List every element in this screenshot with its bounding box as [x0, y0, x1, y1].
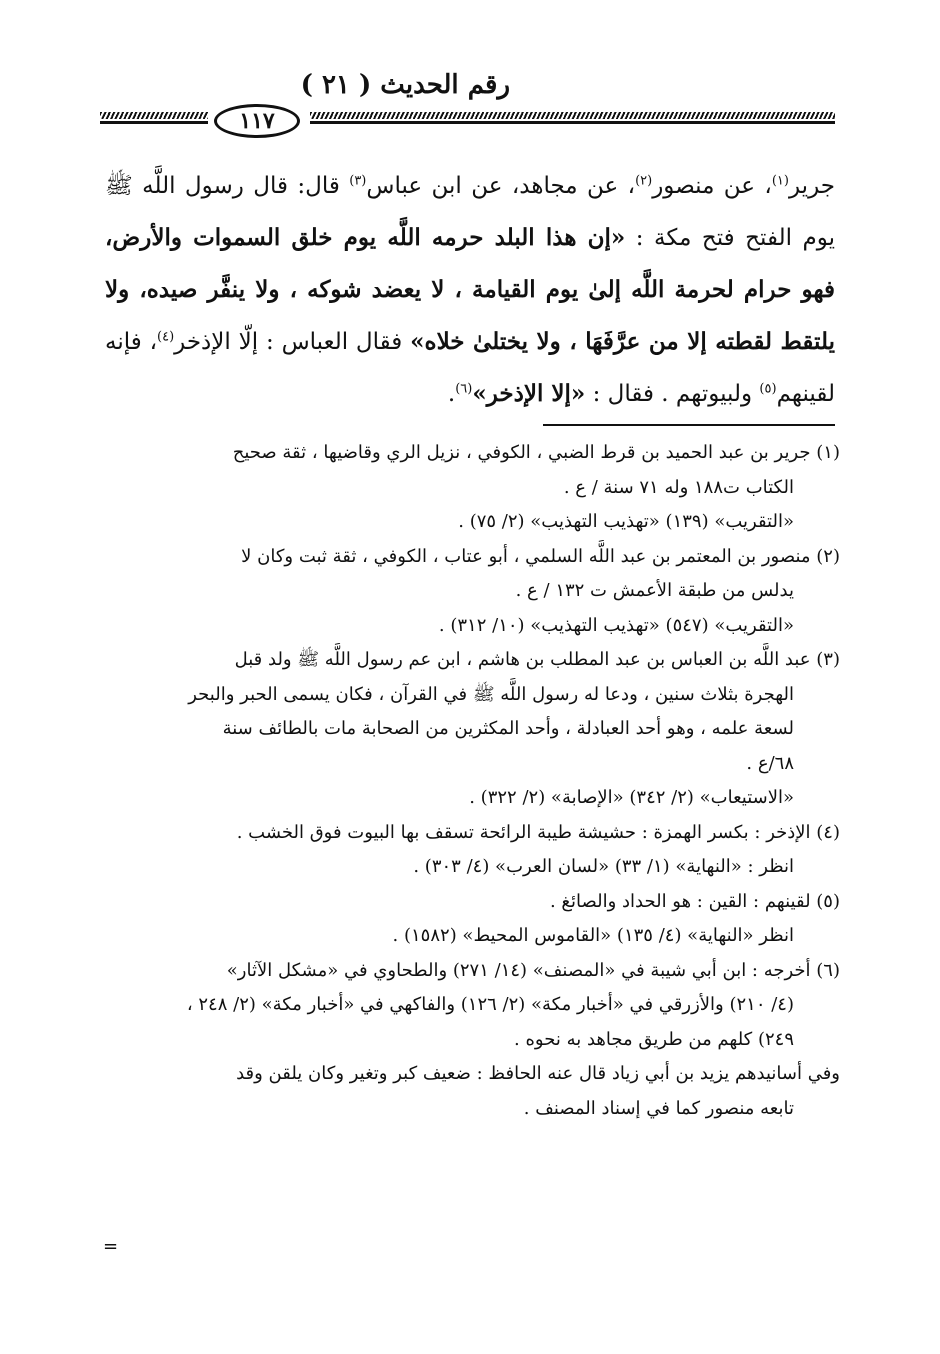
abbas-response: فقال العباس : إلّا الإذخر [174, 329, 411, 355]
footnote-line: (٤/ ٢١٠) والأزرقي في «أخبار مكة» (٢/ ١٢٦) والفاكهي في «أخبار مكة» (٢/ ٢٤٨ ، [186, 994, 794, 1015]
footnote-ref-4: (٤) [157, 329, 175, 345]
header-hatch-right [310, 112, 835, 119]
footnote-line: «الاستيعاب» (٢/ ٣٤٢) «الإصابة» (٢/ ٣٢٢) . [469, 787, 794, 808]
footnote-line: تابعه منصور كما في إسناد المصنف . [523, 1097, 794, 1119]
footnote-separator [543, 424, 835, 426]
page-number: ١١٧ [214, 104, 300, 138]
footnote-line: (٦) أخرجه : ابن أبي شيبة في «المصنف» (١٤/ ٢٧١) والطحاوي في «مشكل الآثار» [226, 959, 840, 981]
footnote-line: ٢٤٩) كلهم من طريق مجاهد به نحوه . [514, 1028, 794, 1050]
footnote-line: (٤) الإذخر : بكسر الهمزة : حشيشة طيبة الرائحة تسقف بها البيوت فوق الخشب . [236, 821, 840, 843]
footnote-line: وفي أسانيدهم يزيد بن أبي زياد قال عنه الحافظ : ضعيف كبر وتغير وكان يلقن وقد [236, 1063, 840, 1084]
footnote-line: انظر : «النهاية» (١/ ٣٣) «لسان العرب» (٤/ ٣٠٣) . [413, 856, 794, 877]
header-line-left [100, 121, 208, 124]
footnote-line: (٣) عبد اللَّه بن العباس بن عبد المطلب بن هاشم ، ابن عم رسول اللَّه ﷺ ولد قبل [234, 649, 840, 670]
running-title: رقم الحديث ( ٢١ ) [300, 70, 510, 100]
abbas-response-end: ولبيوتهم . فقال : [585, 381, 760, 407]
footnote-ref-1: (١) [771, 173, 789, 189]
hadith-intro: قال: قال رسول اللَّه ﷺ يوم الفتح فتح مكة : [105, 173, 835, 251]
footnote-line: (١) جرير بن عبد الحميد بن قرط الضبي ، الكوفي ، نزيل الري وقاضيها ، ثقة صحيح [232, 442, 840, 463]
footnote-line: الهجرة بثلاث سنين ، ودعا له رسول اللَّه ﷺ في القرآن ، فكان يسمى الحبر والبحر [188, 683, 794, 705]
header-line-right [310, 121, 835, 124]
footnote-line: «التقريب» (٥٤٧) «تهذيب التهذيب» (١٠/ ٣١٢) . [438, 614, 794, 636]
footnote-ref-2: (٢) [635, 173, 653, 189]
footnote-line: انظر «النهاية» (٤/ ١٣٥) «القاموس المحيط» (١٥٨٢) . [392, 925, 794, 946]
footnote-line: ٦٨/ع . [746, 752, 794, 774]
footnote-line: لسعة علمه ، وهو أحد العبادلة ، وأحد المكثرين من الصحابة مات بالطائف سنة [222, 718, 794, 739]
hadith-text [105, 160, 835, 420]
header-rule-left [100, 110, 208, 128]
narrator-jarir: جرير [788, 173, 835, 199]
narrator-mansur: ، عن منصور [652, 173, 772, 199]
footnote-line: «التقريب» (١٣٩) «تهذيب التهذيب» (٢/ ٧٥) . [458, 511, 794, 532]
footnote-line: الكتاب ت١٨٨ وله ٧١ سنة / ع . [563, 476, 794, 498]
footnote-ref-6: (٦) [455, 381, 473, 397]
edge-mark: = [103, 1236, 119, 1257]
header-hatch-left [100, 112, 208, 119]
footnote-ref-3: (٣) [349, 173, 367, 189]
footnotes [100, 436, 840, 1126]
narrator-ibn-abbas: ، عن مجاهد، عن ابن عباس [366, 173, 636, 199]
prophetic-reply: «إلا الإذخر» [472, 380, 586, 407]
footnote-ref-5: (٥) [759, 381, 777, 397]
final-period: . [447, 381, 456, 407]
abbas-response-cont: ، فإنه لقينهم [105, 329, 835, 407]
footnote-line: (٥) لقينهم : القين : هو الحداد والصائغ . [549, 890, 840, 912]
footnote-line: يدلس من طبقة الأعمش ت ١٣٢ / ع . [515, 580, 794, 601]
footnote-line: (٢) منصور بن المعتمر بن عبد اللَّه السلمي ، أبو عتاب ، الكوفي ، ثقة ثبت وكان لا [241, 545, 840, 567]
header-rule-right [310, 110, 835, 128]
prophetic-saying: «إن هذا البلد حرمه اللَّه يوم خلق السموات والأرض، فهو حرام لحرمة اللَّه إلىٰ يوم القيامة ، لا يعضد شوكه ، ولا ينفَّر صيده، ولا يلتقط لقطته إلا من عرَّفَهَا ، ولا يختلىٰ خلاه» [105, 224, 835, 355]
